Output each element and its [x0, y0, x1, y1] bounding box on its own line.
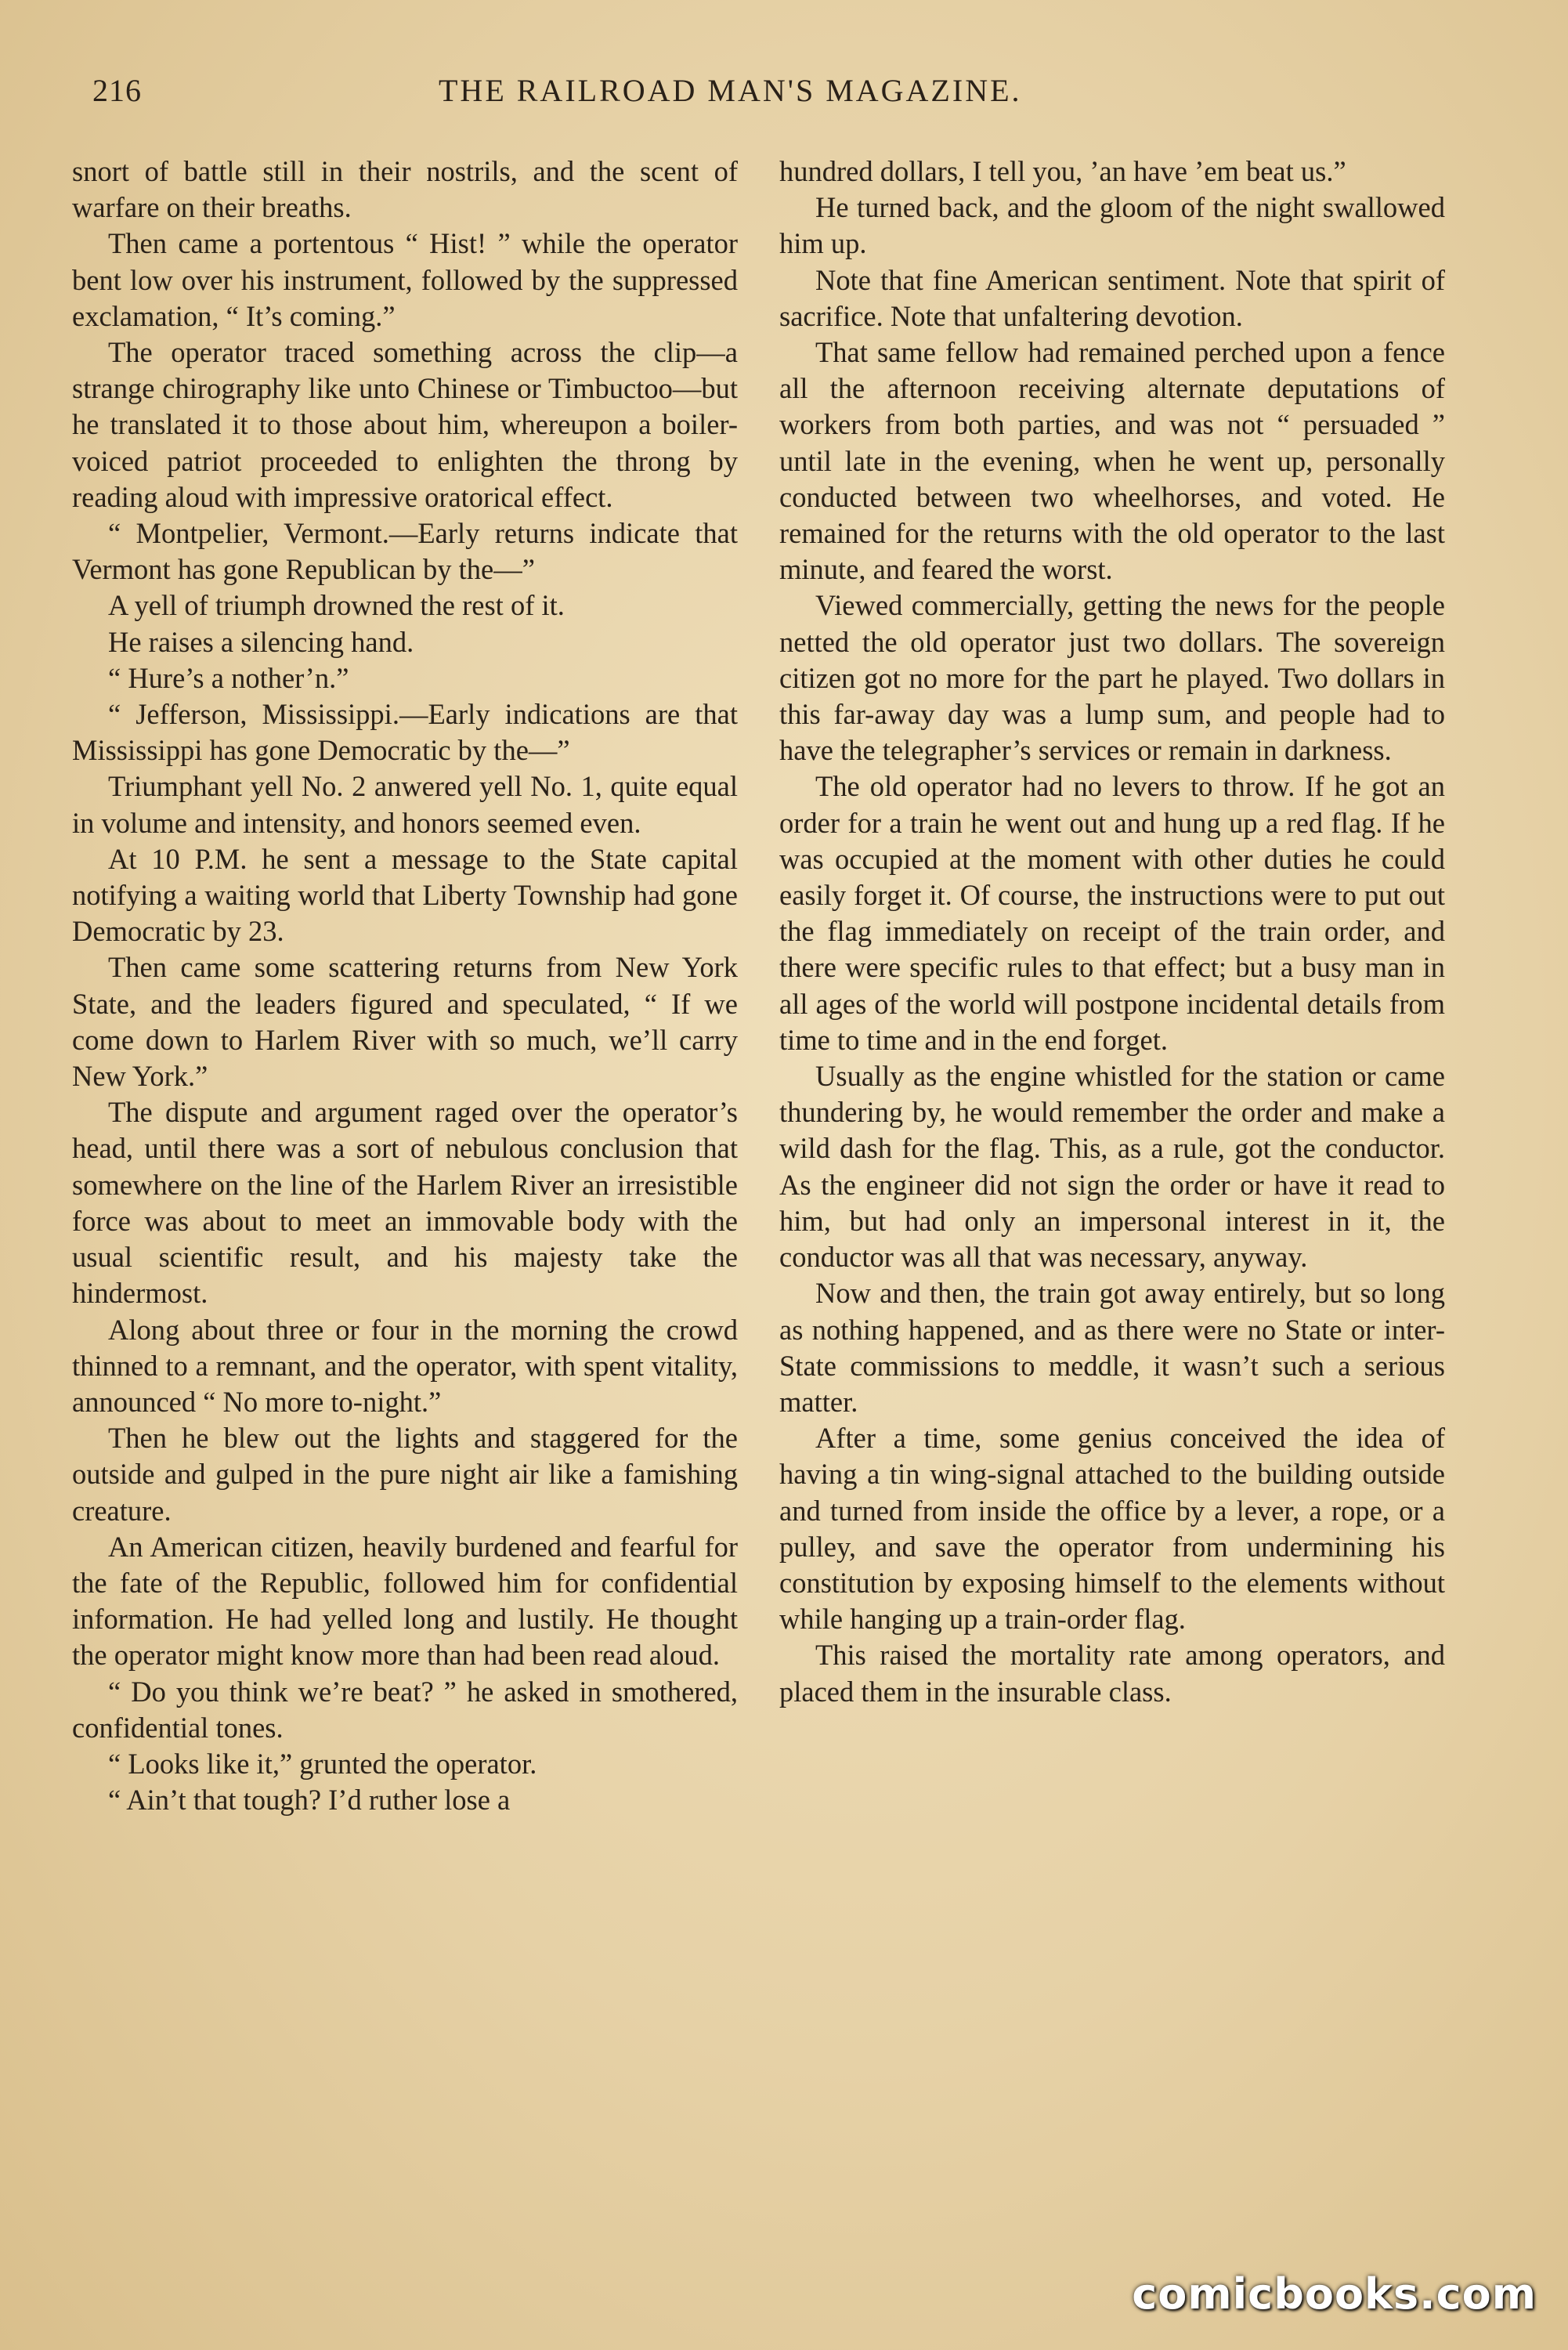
paragraph: Viewed commercially, getting the news for the people netted the old operator just two dollars. The sovereign citizen got no more for the part he played. Two dollars in this far-away day was a lump sum, and people had to have the telegrapher’s services or remain in darkness.	[779, 589, 1445, 767]
watermark: comicbooks.com	[1132, 2269, 1537, 2319]
paragraph: Triumphant yell No. 2 anwered yell No. 1, quite equal in volume and intensity, and honors seemed even.	[72, 770, 738, 839]
paragraph: An American citizen, heavily burdened and fearful for the fate of the Republic, followed him for confidential information. He had yelled long and lustily. He thought the operator might know more than had been read aloud.	[72, 1530, 738, 1672]
paragraph: This raised the mortality rate among operators, and placed them in the insurable class.	[779, 1639, 1445, 1708]
paragraph: “ Jefferson, Mississippi.—Early indications are that Mississippi has gone Democratic by the—”	[72, 698, 738, 767]
paragraph: snort of battle still in their nostrils, and the scent of warfare on their breaths.	[72, 155, 738, 224]
paragraph: Then he blew out the lights and staggered for the outside and gulped in the pure night air like a famishing creature.	[72, 1422, 738, 1527]
paragraph: At 10 P.M. he sent a message to the State capital notifying a waiting world that Liberty Township had gone Democratic by 23.	[72, 842, 738, 948]
paragraph: Along about three or four in the morning the crowd thinned to a remnant, and the operator, with spent vitality, announced “ No more to-night.”	[72, 1313, 738, 1418]
paragraph: A yell of triumph drowned the rest of it.	[108, 589, 565, 622]
paragraph: The old operator had no levers to throw. If he got an order for a train he went out and hung up a red flag. If he was occupied at the moment with other duties he could easily forget it. Of course, the instructions were to put out the flag immediately on receipt of the train order, and there were specific rules to that effect; but a busy man in all ages of the world will postpone incidental details from time to time and in the end forget.	[779, 770, 1445, 1056]
paragraph: Then came a portentous “ Hist! ” while the operator bent low over his instrument, followed by the suppressed exclamation, “ It’s coming.”	[72, 227, 738, 332]
left-column	[72, 154, 738, 1818]
paragraph: That same fellow had remained perched upon a fence all the afternoon receiving alternate deputations of workers from both parties, and was not “ persuaded ” until late in the evening, when he went up, personally conducted between two wheelhorses, and voted. He remained for the returns with the old operator to the last minute, and feared the worst.	[779, 336, 1445, 586]
paragraph: “ Hure’s a nother’n.”	[108, 661, 349, 694]
paragraph: He turned back, and the gloom of the night swallowed him up.	[779, 191, 1445, 260]
paragraph: Note that fine American sentiment. Note that spirit of sacrifice. Note that unfaltering devotion.	[779, 263, 1445, 332]
paragraph: “ Montpelier, Vermont.—Early returns indicate that Vermont has gone Republican by the—”	[72, 517, 738, 586]
right-column	[779, 154, 1445, 1710]
paragraph: Now and then, the train got away entirely, but so long as nothing happened, and as there were no State or inter-State commissions to meddle, it wasn’t such a serious matter.	[779, 1277, 1445, 1418]
paragraph: “ Do you think we’re beat? ” he asked in smothered, confidential tones.	[72, 1675, 738, 1744]
running-head: THE RAILROAD MAN'S MAGAZINE.	[439, 73, 1022, 108]
paragraph: The operator traced something across the clip—a strange chirography like unto Chinese or Timbuctoo—but he translated it to those about him, whereupon a boiler-voiced patriot proceeded to enlighten the throng by reading aloud with impressive oratorical effect.	[72, 336, 738, 513]
paragraph: Then came some scattering returns from New York State, and the leaders figured and speculated, “ If we come down to Harlem River with so much, we’ll carry New York.”	[72, 951, 738, 1093]
paragraph: Usually as the engine whistled for the station or came thundering by, he would remember the order and make a wild dash for the flag. This, as a rule, got the conductor. As the engineer did not sign the order or have it read to him, but had only an impersonal interest in it, the conductor was all that was necessary, anyway.	[779, 1060, 1445, 1274]
paragraph: hundred dollars, I tell you, ’an have ’em beat us.”	[779, 155, 1346, 187]
paragraph: The dispute and argument raged over the operator’s head, until there was a sort of nebulous conclusion that somewhere on the line of the Harlem River an irresistible force was about to meet an immovable body with the usual scientific result, and his majesty take the hindermost.	[72, 1096, 738, 1310]
paragraph: “ Ain’t that tough? I’d ruther lose a	[108, 1784, 511, 1817]
paragraph: After a time, some genius conceived the idea of having a tin wing-signal attached to the building outside and turned from inside the office by a lever, a rope, or a pulley, and save the operator from undermining his constitution by exposing himself to the elements without while hanging up a train-order flag.	[779, 1422, 1445, 1636]
paragraph: He raises a silencing hand.	[108, 625, 414, 658]
page-number: 216	[92, 73, 142, 108]
paragraph: “ Looks like it,” grunted the operator.	[108, 1747, 537, 1780]
